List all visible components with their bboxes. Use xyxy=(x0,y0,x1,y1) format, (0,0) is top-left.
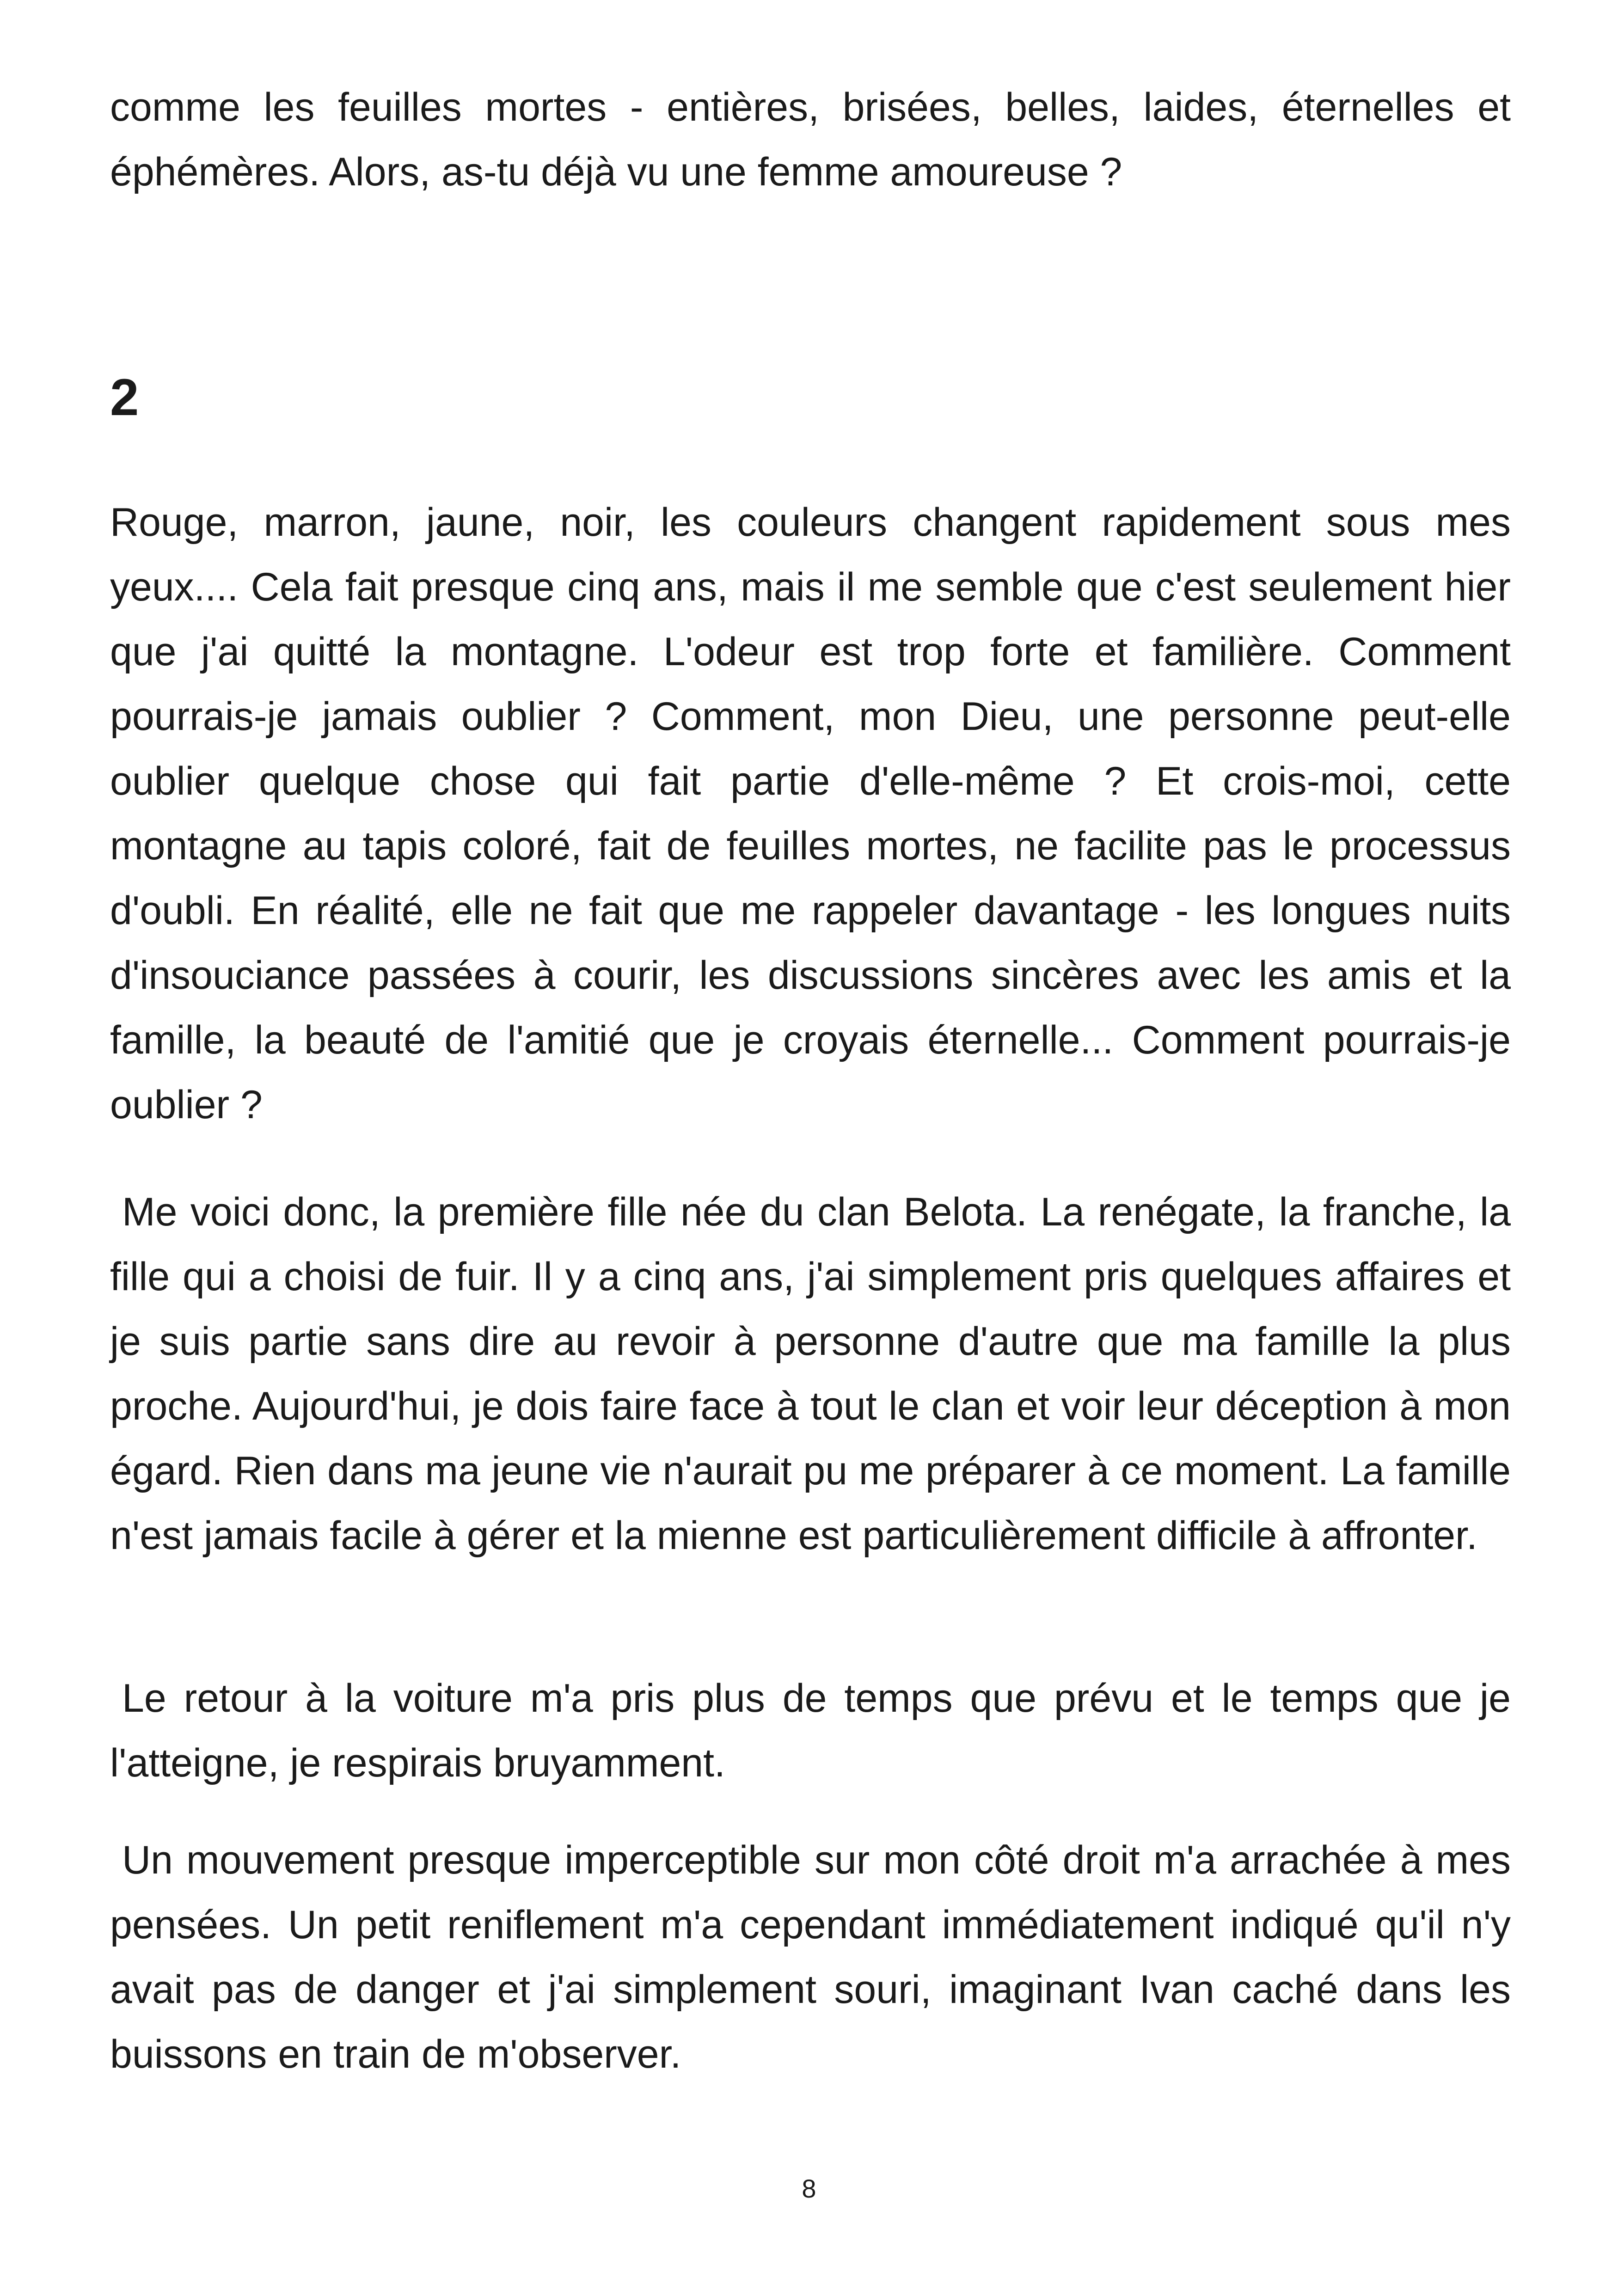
page-number: 8 xyxy=(802,2174,816,2203)
chapter-heading: 2 xyxy=(110,368,139,426)
paragraph-3: Le retour à la voiture m'a pris plus de temps que prévu et le temps que je l'atteigne, je respirais bruyamment. xyxy=(110,1676,1511,1785)
paragraph-4: Un mouvement presque imperceptible sur mon côté droit m'a arrachée à mes pensées. Un petit reniflement m'a cependant immédiatement indiqué qu'il n'y avait pas de danger et j'ai simplement souri, imaginant Ivan caché dans les buissons en train de m'observer. xyxy=(110,1838,1511,2076)
paragraph-1: Rouge, marron, jaune, noir, les couleurs changent rapidement sous mes yeux.... Cela fait presque cinq ans, mais il me semble que c'est seulement hier que j'ai quitté la montagne. L'odeur est trop forte et familière. Comment pourrais-je jamais oublier ? Comment, mon Dieu, une personne peut-elle oublier quelque chose qui fait partie d'elle-même ? Et crois-moi, cette montagne au tapis coloré, fait de feuilles mortes, ne facilite pas le processus d'oubli. En réalité, elle ne fait que me rappeler davantage - les longues nuits d'insouciance passées à courir, les discussions sincères avec les amis et la famille, la beauté de l'amitié que je croyais éternelle... Comment pourrais-je oublier ? xyxy=(110,500,1511,1127)
opening-paragraph: comme les feuilles mortes - entières, brisées, belles, laides, éternelles et éphémères. Alors, as-tu déjà vu une femme amoureuse ? xyxy=(110,85,1511,194)
paragraph-2: Me voici donc, la première fille née du clan Belota. La renégate, la franche, la fille qui a choisi de fuir. Il y a cinq ans, j'ai simplement pris quelques affaires et je suis partie sans dire au revoir à personne d'autre que ma famille la plus proche. Aujourd'hui, je dois faire face à tout le clan et voir leur déception à mon égard. Rien dans ma jeune vie n'aurait pu me préparer à ce moment. La famille n'est jamais facile à gérer et la mienne est particulièrement difficile à affronter. xyxy=(110,1190,1511,1558)
